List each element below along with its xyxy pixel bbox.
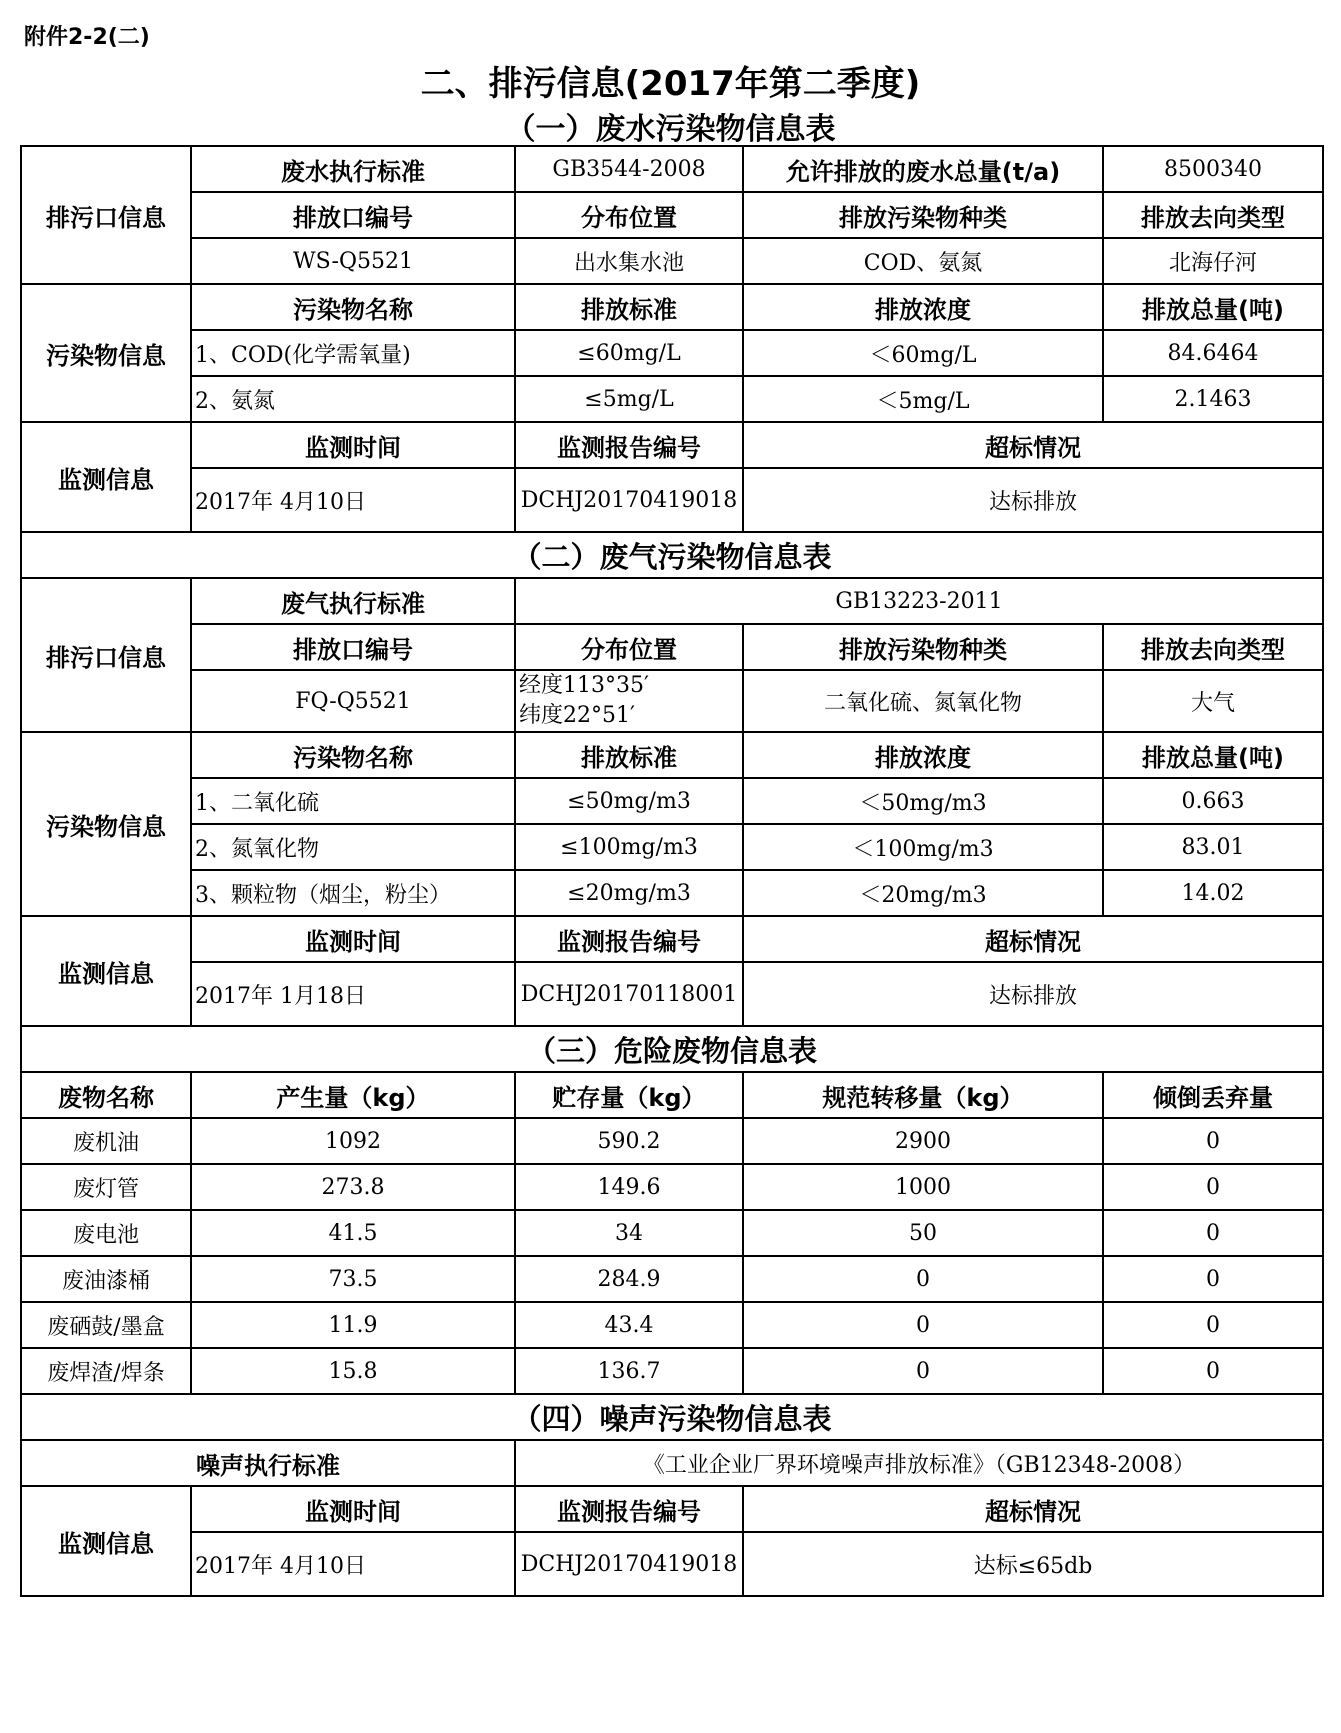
noise-section-title: （四）噪声污染物信息表 <box>21 1394 1323 1440</box>
column-header: 排放污染物种类 <box>743 624 1103 670</box>
wastewater-monitor-label: 监测信息 <box>21 422 191 532</box>
table-cell: 41.5 <box>191 1210 515 1256</box>
table-cell: ＜50mg/m3 <box>743 778 1103 824</box>
table-cell: 废油漆桶 <box>21 1256 191 1302</box>
column-header: 超标情况 <box>743 422 1323 468</box>
table-cell: 590.2 <box>515 1118 743 1164</box>
pollution-info-table <box>20 145 1324 1597</box>
table-cell: 136.7 <box>515 1348 743 1394</box>
noise-standard-label: 噪声执行标准 <box>21 1440 515 1486</box>
table-row <box>21 330 1323 376</box>
table-cell: 2900 <box>743 1118 1103 1164</box>
column-header: 排放口编号 <box>191 192 515 238</box>
waste-gas-section-title: （二）废气污染物信息表 <box>21 532 1323 578</box>
wastewater-section-title: （一）废水污染物信息表 <box>505 112 836 147</box>
table-row <box>21 916 1323 962</box>
column-header: 超标情况 <box>743 1486 1323 1532</box>
location-coordinates <box>515 670 743 732</box>
table-row <box>21 1486 1323 1532</box>
table-cell: 1092 <box>191 1118 515 1164</box>
column-header: 监测时间 <box>191 1486 515 1532</box>
table-cell: 3、颗粒物（烟尘，粉尘） <box>191 870 515 916</box>
wastewater-pollutant-label: 污染物信息 <box>21 284 191 422</box>
table-cell: WS-Q5521 <box>191 238 515 284</box>
waste-gas-monitor-label: 监测信息 <box>21 916 191 1026</box>
table-row <box>21 376 1323 422</box>
table-row <box>21 670 1323 732</box>
table-cell: ≤100mg/m3 <box>515 824 743 870</box>
table-cell: 出水集水池 <box>515 238 743 284</box>
table-cell: 83.01 <box>1103 824 1323 870</box>
table-cell: 1、二氧化硫 <box>191 778 515 824</box>
table-cell: ≤50mg/m3 <box>515 778 743 824</box>
table-cell: 2、氮氧化物 <box>191 824 515 870</box>
table-cell: 73.5 <box>191 1256 515 1302</box>
table-cell: ＜60mg/L <box>743 330 1103 376</box>
allowed-total-label: 允许排放的废水总量(t/a) <box>743 146 1103 192</box>
report-number: DCHJ20170419018 <box>515 468 743 532</box>
table-row <box>21 284 1323 330</box>
column-header: 排放去向类型 <box>1103 624 1323 670</box>
table-cell: ＜100mg/m3 <box>743 824 1103 870</box>
table-cell: 北海仔河 <box>1103 238 1323 284</box>
table-cell: 2、氨氮 <box>191 376 515 422</box>
table-row <box>21 1072 1323 1118</box>
hazardous-section-title: （三）危险废物信息表 <box>21 1026 1323 1072</box>
table-cell: 大气 <box>1103 670 1323 732</box>
column-header: 废物名称 <box>21 1072 191 1118</box>
table-cell: 0 <box>1103 1164 1323 1210</box>
noise-monitor-label: 监测信息 <box>21 1486 191 1596</box>
table-cell: 1、COD(化学需氧量) <box>191 330 515 376</box>
waste-gas-pollutant-label: 污染物信息 <box>21 732 191 916</box>
table-cell: 二氧化硫、氮氧化物 <box>743 670 1103 732</box>
page-title: 二、排污信息(2017年第二季度) <box>420 64 921 104</box>
column-header: 污染物名称 <box>191 284 515 330</box>
table-cell: FQ-Q5521 <box>191 670 515 732</box>
table-cell: 284.9 <box>515 1256 743 1302</box>
table-row <box>21 1118 1323 1164</box>
table-row <box>21 532 1323 578</box>
table-row <box>21 870 1323 916</box>
table-cell: 0 <box>1103 1256 1323 1302</box>
table-row <box>21 732 1323 778</box>
column-header: 超标情况 <box>743 916 1323 962</box>
column-header: 排放总量(吨) <box>1103 284 1323 330</box>
column-header: 排放污染物种类 <box>743 192 1103 238</box>
column-header: 排放去向类型 <box>1103 192 1323 238</box>
table-row <box>21 778 1323 824</box>
table-row <box>21 578 1323 624</box>
waste-gas-standard-label: 废气执行标准 <box>191 578 515 624</box>
column-header: 规范转移量（kg） <box>743 1072 1103 1118</box>
table-row <box>21 624 1323 670</box>
table-cell: ≤5mg/L <box>515 376 743 422</box>
attachment-label: 附件2-2(二) <box>24 25 150 50</box>
table-cell: 43.4 <box>515 1302 743 1348</box>
table-cell: 0 <box>1103 1210 1323 1256</box>
wastewater-standard-label: 废水执行标准 <box>191 146 515 192</box>
table-cell: 34 <box>515 1210 743 1256</box>
monitor-date: 2017年 1月18日 <box>191 962 515 1026</box>
compliance-status: 达标排放 <box>743 468 1323 532</box>
table-cell: ＜5mg/L <box>743 376 1103 422</box>
table-cell: 0 <box>743 1256 1103 1302</box>
table-cell: 废灯管 <box>21 1164 191 1210</box>
table-cell: ＜20mg/m3 <box>743 870 1103 916</box>
table-cell: 149.6 <box>515 1164 743 1210</box>
table-row <box>21 1164 1323 1210</box>
table-cell: 1000 <box>743 1164 1103 1210</box>
column-header: 污染物名称 <box>191 732 515 778</box>
column-header: 排放浓度 <box>743 732 1103 778</box>
column-header: 监测时间 <box>191 422 515 468</box>
table-row <box>21 192 1323 238</box>
table-row <box>21 1394 1323 1440</box>
table-cell: 84.6464 <box>1103 330 1323 376</box>
column-header: 产生量（kg） <box>191 1072 515 1118</box>
table-cell: 废机油 <box>21 1118 191 1164</box>
table-cell: 废焊渣/焊条 <box>21 1348 191 1394</box>
column-header: 贮存量（kg） <box>515 1072 743 1118</box>
table-row <box>21 962 1323 1026</box>
table-row <box>21 1256 1323 1302</box>
table-row <box>21 468 1323 532</box>
table-cell: 0 <box>1103 1348 1323 1394</box>
allowed-total-value: 8500340 <box>1103 146 1323 192</box>
table-row <box>21 1026 1323 1072</box>
table-row <box>21 1210 1323 1256</box>
compliance-status: 达标排放 <box>743 962 1323 1026</box>
column-header: 排放标准 <box>515 732 743 778</box>
table-row <box>21 1532 1323 1596</box>
table-cell: ≤20mg/m3 <box>515 870 743 916</box>
column-header: 分布位置 <box>515 624 743 670</box>
report-number: DCHJ20170419018 <box>515 1532 743 1596</box>
table-cell: 废电池 <box>21 1210 191 1256</box>
table-row <box>21 1348 1323 1394</box>
table-cell: COD、氨氮 <box>743 238 1103 284</box>
longitude: 经度113°35′ <box>519 673 649 698</box>
table-row <box>21 824 1323 870</box>
table-cell: 0.663 <box>1103 778 1323 824</box>
column-header: 排放标准 <box>515 284 743 330</box>
compliance-status: 达标≤65db <box>743 1532 1323 1596</box>
wastewater-outlet-label: 排污口信息 <box>21 146 191 284</box>
column-header: 排放口编号 <box>191 624 515 670</box>
column-header: 分布位置 <box>515 192 743 238</box>
noise-standard-value: 《工业企业厂界环境噪声排放标准》（GB12348-2008） <box>515 1440 1323 1486</box>
column-header: 监测报告编号 <box>515 916 743 962</box>
table-cell: 15.8 <box>191 1348 515 1394</box>
table-row <box>21 1302 1323 1348</box>
waste-gas-outlet-label: 排污口信息 <box>21 578 191 732</box>
table-cell: ≤60mg/L <box>515 330 743 376</box>
table-cell: 14.02 <box>1103 870 1323 916</box>
column-header: 监测报告编号 <box>515 422 743 468</box>
wastewater-standard-value: GB3544-2008 <box>515 146 743 192</box>
column-header: 排放浓度 <box>743 284 1103 330</box>
table-cell: 废硒鼓/墨盒 <box>21 1302 191 1348</box>
table-row <box>21 238 1323 284</box>
monitor-date: 2017年 4月10日 <box>191 468 515 532</box>
column-header: 监测报告编号 <box>515 1486 743 1532</box>
table-row <box>21 422 1323 468</box>
table-row <box>21 146 1323 192</box>
table-cell: 0 <box>743 1302 1103 1348</box>
table-cell: 0 <box>1103 1118 1323 1164</box>
monitor-date: 2017年 4月10日 <box>191 1532 515 1596</box>
table-cell: 2.1463 <box>1103 376 1323 422</box>
latitude: 纬度22°51′ <box>519 703 635 728</box>
table-row <box>21 1440 1323 1486</box>
column-header: 监测时间 <box>191 916 515 962</box>
table-cell: 273.8 <box>191 1164 515 1210</box>
column-header: 倾倒丢弃量 <box>1103 1072 1323 1118</box>
report-number: DCHJ20170118001 <box>515 962 743 1026</box>
table-cell: 0 <box>743 1348 1103 1394</box>
column-header: 排放总量(吨) <box>1103 732 1323 778</box>
table-cell: 50 <box>743 1210 1103 1256</box>
table-cell: 0 <box>1103 1302 1323 1348</box>
table-cell: 11.9 <box>191 1302 515 1348</box>
waste-gas-standard-value: GB13223-2011 <box>515 578 1323 624</box>
